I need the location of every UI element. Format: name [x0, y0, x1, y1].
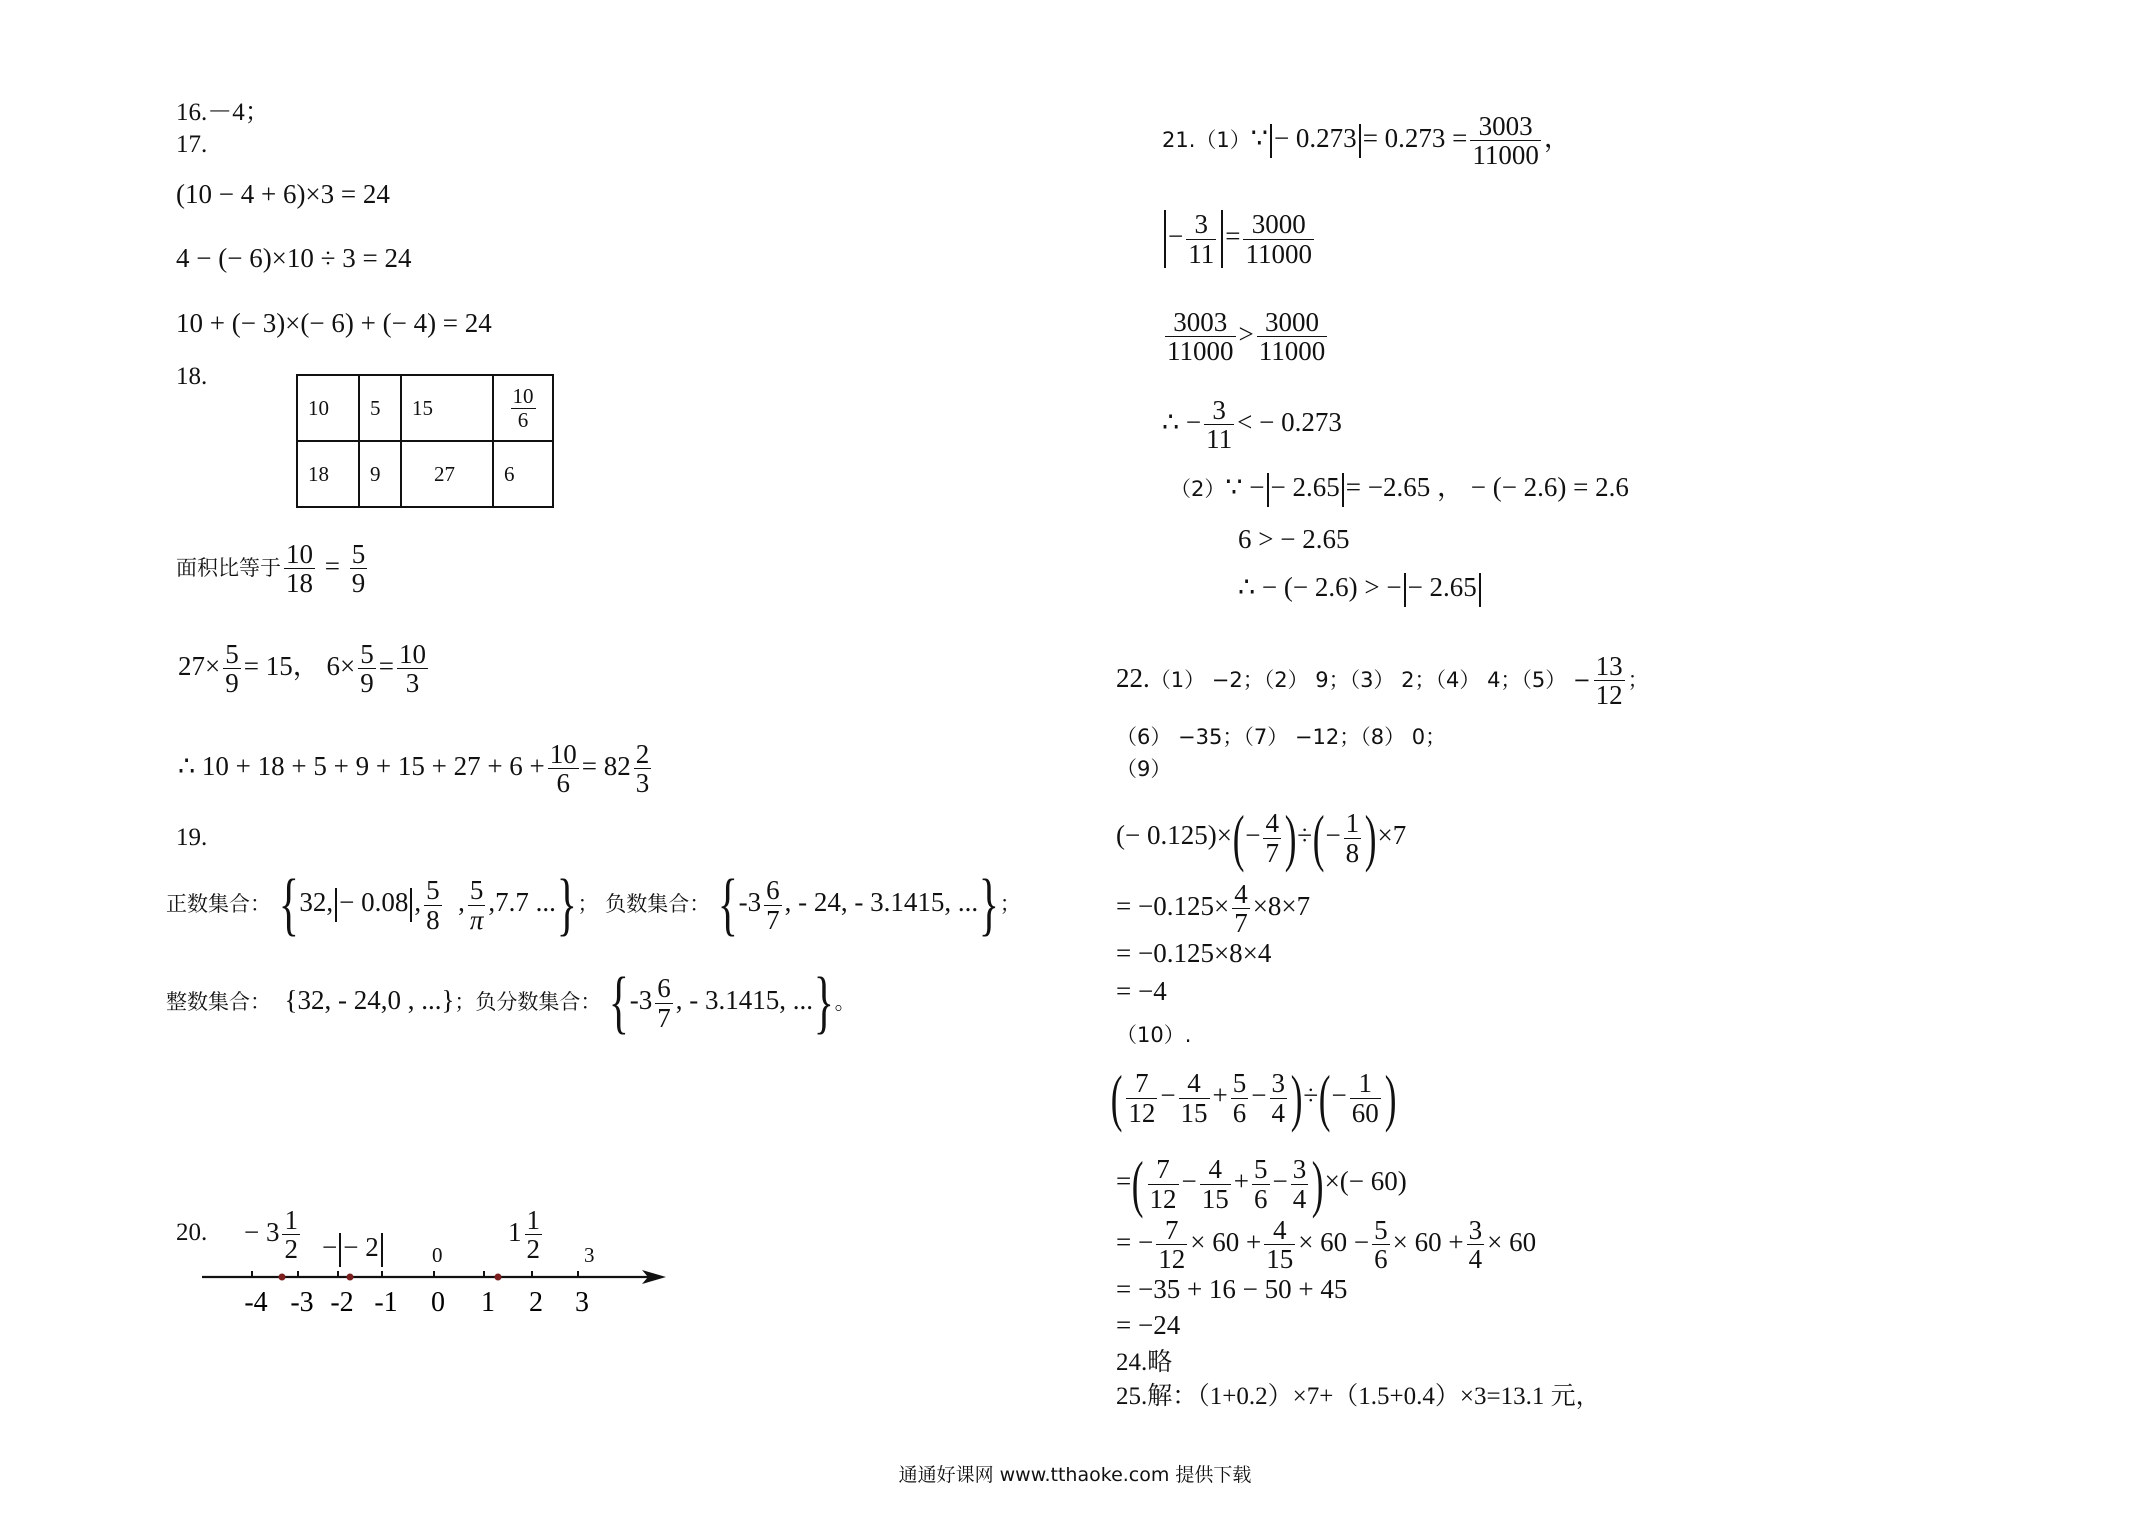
q21-line7: ∴ − (− 2.6) > − − 2.65: [1238, 570, 1483, 607]
q19-label: 19.: [176, 824, 208, 851]
q18-ratio: 面积比等于 $\frac{10}{18}$ = $\frac{5}{9}$: [176, 539, 366, 599]
q22-c10-2: =( $\frac{7}{12}$ − $\frac{4}{15}$ + $\frac{5}{6}$ − $\frac{3}{4}$ )×(− 60): [1116, 1148, 1407, 1219]
q18-calc: 27× $\frac{5}{9}$ = 15， 6× $\frac{5}{9}$ = $\frac{10}{3}$: [178, 639, 426, 699]
q22-p9: （9）: [1116, 757, 1172, 781]
q22-c10-3: = − $\frac{7}{12}$ × 60 + $\frac{4}{15}$ × 60 − $\frac{5}{6}$ × 60 + $\frac{3}{4}$ × 60: [1116, 1215, 1537, 1275]
axis-tick-label: -1: [374, 1287, 398, 1315]
number-line: [196, 1205, 676, 1315]
q22-c10-1: ( $\frac{7}{12}$ − $\frac{4}{15}$ + $\frac{5}{6}$ − $\frac{3}{4}$ )÷(− $\frac{1}{60}$ ): [1110, 1062, 1397, 1133]
dot-neg-3-half: [279, 1274, 286, 1281]
q22-c9-2: = −0.125× $\frac{4}{7}$ ×8×7: [1116, 879, 1311, 939]
axis-tick-label: 1: [481, 1287, 495, 1315]
q19-sets-2: 整数集合： {32, - 24,0 , ...}；负分数集合： {-3 $\frac{6}{7}$ , - 3.1415, ...}。: [166, 964, 856, 1041]
q21-line5: （2）∵ − − 2.65 = −2.65 ， − (− 2.6) = 2.6: [1170, 470, 1629, 507]
q22-line1: 22.（1） −2；（2） 9；（3） 2；（4） 4；（5） − $\frac{13}{12}$ ；: [1116, 651, 1649, 711]
q21-line2: − $\frac{3}{11}$ = $\frac{3000}{11000}$: [1162, 210, 1317, 268]
q22-line2: （6） −35；（7） −12；（8） 0；: [1116, 725, 1447, 749]
q24: 24.略: [1116, 1349, 1173, 1376]
q17-eq2: 4 − (− 6)×10 ÷ 3 = 24: [176, 243, 412, 273]
q22-p10: （10）.: [1116, 1023, 1192, 1047]
q21-line4: ∴ − $\frac{3}{11}$ < − 0.273: [1162, 395, 1342, 455]
q17-eq1: (10 − 4 + 6)×3 = 24: [176, 179, 390, 209]
q22-c10-4: = −35 + 16 − 50 + 45: [1116, 1274, 1348, 1304]
axis-tick-label: 3: [575, 1287, 589, 1315]
q18-grid: 10 5 15 $\frac{10}{6}$ 18 9 27 6: [296, 374, 554, 508]
axis-tick-label: 0: [431, 1287, 445, 1315]
dot-1-half: [495, 1274, 502, 1281]
mark-neg-abs-2: − − 2: [322, 1230, 385, 1267]
mark-neg-3-half: − 3 $\frac{1}{2}$: [244, 1205, 298, 1265]
q22-c9-4: = −4: [1116, 976, 1167, 1006]
q17-eq3: 10 + (− 3)×(− 6) + (− 4) = 24: [176, 308, 492, 338]
q22-c9-1: (− 0.125)×(− $\frac{4}{7}$ )÷(− $\frac{1}{8}$ )×7: [1116, 802, 1407, 873]
q16: 16.－4；: [176, 99, 270, 126]
q22-c9-3: = −0.125×8×4: [1116, 938, 1272, 968]
dot-neg-abs-2: [347, 1274, 354, 1281]
q18-sum: ∴ 10 + 18 + 5 + 9 + 15 + 27 + 6 + $\frac{10}{6}$ = 82 $\frac{2}{3}$: [178, 739, 650, 799]
q17-label: 17.: [176, 131, 208, 158]
axis-tick-label: 2: [529, 1287, 543, 1315]
grid-fraction: $\frac{10}{6}$: [512, 384, 534, 432]
footer-source: 通通好课网 www.tthaoke.com 提供下载: [898, 1464, 1252, 1486]
mark-zero: 0: [432, 1243, 443, 1267]
q18-label: 18.: [176, 363, 208, 390]
q22-c10-5: = −24: [1116, 1310, 1181, 1340]
mark-1-half: 1 $\frac{1}{2}$: [508, 1205, 540, 1265]
axis-tick-label: -2: [330, 1287, 354, 1315]
axis-tick-label: -4: [244, 1287, 268, 1315]
q20-label: 20.: [176, 1219, 208, 1246]
q25: 25.解：（1+0.2）×7+（1.5+0.4）×3=13.1 元，: [1116, 1383, 1601, 1410]
axis-tick-label: -3: [290, 1287, 314, 1315]
q19-sets-1: 正数集合： {32, − 0.08 , $\frac{5}{8}$ , $\frac{5}{\pi}$ ,7.7 ...}； 负数集合： {-3 $\frac{6}{7}$ , - 24, - 3.1415, ...}；: [166, 866, 1021, 943]
q21-line3: $\frac{3003}{11000}$ > $\frac{3000}{11000}$: [1167, 307, 1326, 367]
q21-line6: 6 > − 2.65: [1238, 524, 1350, 554]
mark-three: 3: [584, 1243, 595, 1267]
q21-line1: 21.（1）∵ − 0.273 = 0.273 = $\frac{3003}{11000}$ ，: [1162, 111, 1571, 171]
